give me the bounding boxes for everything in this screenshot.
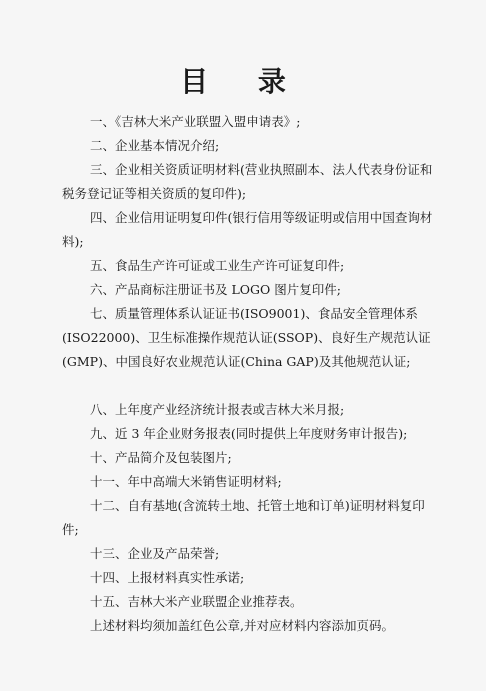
closing-note: 上述材料均须加盖红色公章,并对应材料内容添加页码。	[90, 618, 394, 633]
list-item: 十三、企业及产品荣誉;	[90, 546, 220, 561]
page-title: 目 录	[180, 65, 306, 98]
list-item: 一、《吉林大米产业联盟入盟申请表》;	[90, 114, 301, 129]
list-item: 六、产品商标注册证书及 LOGO 图片复印件;	[90, 282, 341, 297]
list-item: 十四、上报材料真实性承诺;	[90, 570, 245, 585]
list-item: 四、企业信用证明复印件(银行信用等级证明或信用中国查询材料);	[62, 210, 433, 249]
list-item: 十五、吉林大米产业联盟企业推荐表。	[90, 594, 303, 609]
list-item: 十一、年中高端大米销售证明材料;	[90, 474, 282, 489]
list-item: 八、上年度产业经济统计报表或吉林大米月报;	[90, 402, 345, 417]
list-item: 五、食品生产许可证或工业生产许可证复印件;	[90, 258, 345, 273]
list-item: 三、企业相关资质证明材料(营业执照副本、法人代表身份证和税务登记证等相关资质的复印件);	[62, 162, 433, 201]
list-item: 七、质量管理体系认证证书(ISO9001)、食品安全管理体系(ISO22000)、卫生标准操作规范认证(SSOP)、良好生产规范认证(GMP)、中国良好农业规范认证(China GAP)及其他规范认证;	[62, 306, 431, 369]
list-item: 二、企业基本情况介绍;	[90, 138, 220, 153]
list-item: 十、产品简介及包装图片;	[90, 450, 232, 465]
list-item: 九、近 3 年企业财务报表(同时提供上年度财务审计报告);	[90, 426, 408, 441]
list-item: 十二、自有基地(含流转土地、托管土地和订单)证明材料复印件;	[62, 498, 425, 537]
